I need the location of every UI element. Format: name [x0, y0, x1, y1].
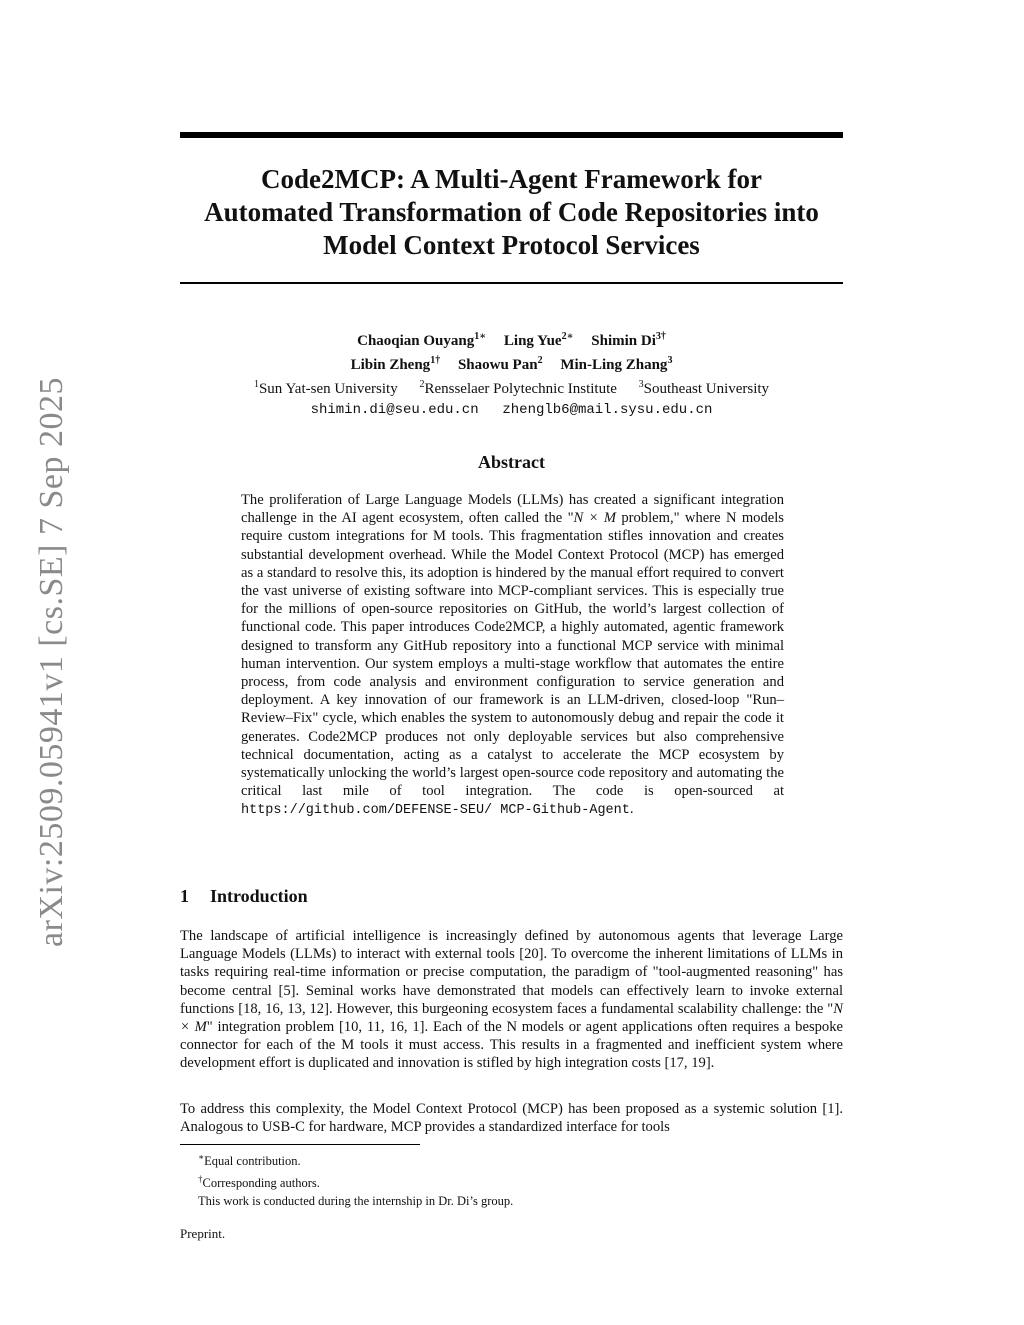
title-line: Code2MCP: A Multi-Agent Framework for [261, 164, 762, 194]
section-heading-introduction [180, 886, 843, 907]
paper-title [180, 163, 843, 262]
repository-link[interactable]: https://github.com/DEFENSE-SEU/ MCP-Github-Agent [241, 803, 630, 819]
footnote-rule [180, 1144, 420, 1145]
author: Chaoqian Ouyang$^{1∗}$ [357, 331, 487, 349]
footnotes [198, 1148, 838, 1210]
section-title: Introduction [210, 886, 308, 906]
title-top-rule [180, 132, 843, 138]
author-block [180, 327, 843, 420]
author-email: shimin.di@seu.edu.cn [310, 402, 479, 418]
author-row [180, 327, 843, 351]
affiliation-row [180, 375, 843, 399]
author: Shimin $Di^{3\dagger}$ [591, 331, 666, 349]
affiliation: $^1$Sun Yat-sen University [253, 379, 398, 397]
email-row [180, 399, 843, 420]
abstract-text: The proliferation of Large Language Models (LLMs) has created a significant integration challenge in the AI agent ecosystem, often called the "N × M problem," where N models require custom integrations for M tools. This fragmentation stifles innovation and creates substantial development overhead. While the Model Context Protocol (MCP) has emerged as a standard to resolve this, its adoption is hindered by the manual effort required to convert the vast universe of existing software into MCP-compliant services. This is especially true for the millions of open-source repositories on GitHub, the world’s largest collection of functional code. This paper introduces Code2MCP, a highly automated, agentic framework designed to transform any GitHub repository into a functional MCP service with minimal human intervention. Our system employs a multi-stage workflow that automates the entire process, from code analysis and environment configuration to service generation and deployment. A key innovation of our framework is an LLM-driven, closed-loop "Run–Review–Fix" cycle, which enables the system to autonomously debug and repair the code it generates. Code2MCP produces not only deployable services but also comprehensive technical documentation, acting as a catalyst to accelerate the MCP ecosystem by systematically unlocking the world’s largest open-source code repository and automating the critical last mile of tool integration. The code is open-sourced at https://github.com/DEFENSE-SEU/ MCP-Github-Agent. [241, 492, 784, 819]
author: Libin Zheng$^{1\dagger}$ [350, 355, 441, 373]
abstract-heading: Abstract [478, 452, 545, 472]
affiliation: $^2$Rensselaer Polytechnic Institute [419, 379, 617, 397]
title-line: Model Context Protocol Services [323, 230, 700, 260]
author: Ling Yue$^{2∗}$ [503, 331, 574, 349]
author: Min-Ling Zhang$^3$ [560, 355, 673, 373]
section-number: 1 [180, 886, 189, 906]
author-email: zhenglb6@mail.sysu.edu.cn [502, 402, 713, 418]
title-bottom-rule [180, 282, 843, 284]
intro-paragraph: To address this complexity, the Model Context Protocol (MCP) has been proposed as a systemic solution [1]. Analogous to USB-C for hardware, MCP provides a standardized interface for tools [180, 1101, 843, 1136]
arxiv-identifier: arXiv:2509.05941v1 [cs.SE] 7 Sep 2025 [33, 376, 70, 948]
author: Shaowu Pan$^2$ [457, 355, 543, 373]
affiliation: $^3$Southeast University [638, 379, 770, 397]
author-row [180, 351, 843, 375]
title-line: Automated Transformation of Code Repositories into [204, 197, 819, 227]
intro-paragraph: The landscape of artificial intelligence is increasingly defined by autonomous agents that leverage Large Language Models (LLMs) to interact with external tools [20]. To overcome the inherent limitations of LLMs in tasks requiring real-time information or precise computation, the paradigm of "tool-augmented reasoning" has become central [5]. Seminal works have demonstrated that models can effectively learn to invoke external functions [18, 16, 13, 12]. However, this burgeoning ecosystem faces a fundamental scalability challenge: the "N × M" integration problem [10, 11, 16, 1]. Each of the N models or agent applications often requires a bespoke connector for each of the M tools it must access. This results in a fragmented and inefficient system where development effort is duplicated and innovation is stifled by high integration costs [17, 19]. [180, 928, 843, 1072]
footnote: This work is conducted during the internship in Dr. Di’s group. [198, 1194, 514, 1209]
footnote: †Corresponding authors. [198, 1174, 320, 1191]
math-expression: N × M [573, 510, 616, 527]
footnote: ∗Equal contribution. [198, 1152, 301, 1169]
math-expression: N × M [180, 1000, 843, 1036]
preprint-label: Preprint. [180, 1226, 226, 1241]
